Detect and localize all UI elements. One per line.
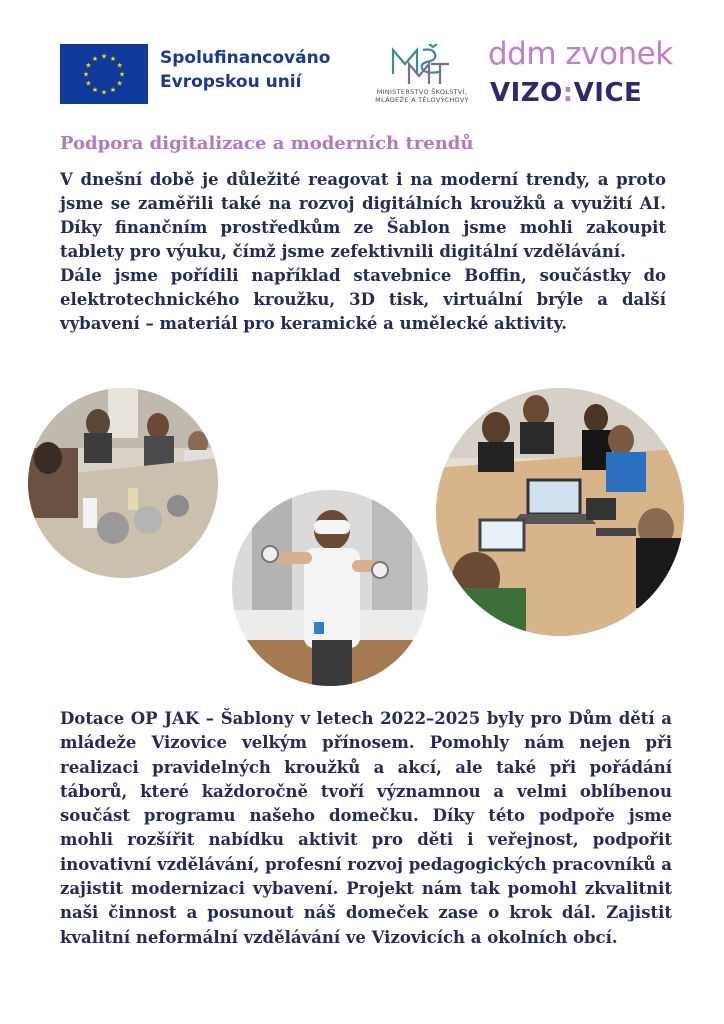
- msmt-line2: MLÁDEŽE A TĚLOVÝCHOVY: [375, 96, 469, 104]
- eu-star-icon: ★: [100, 88, 108, 97]
- ddm-zvonek-logo: ddm zvonek: [488, 36, 673, 72]
- eu-star-icon: ★: [118, 70, 126, 79]
- eu-star-icon: ★: [82, 70, 90, 79]
- outro-paragraph: Dotace OP JAK – Šablony v letech 2022–2025 byly pro Dům dětí a mládeže Vizovice velkým přínosem. Pomohly nám nejen při realizaci pravidelných kroužků a akcí, ale také při pořádání táborů, které každoročně tvoří významnou a velmi oblíbenou součást programu našeho domečku. Díky této podpoře jsme mohli rozšířit nabídku aktivit pro děti i veřejnost, podpořit inovativní vzdělávání, profesní rozvoj pedagogických pracovníků a zajistit modernizaci vybavení. Projekt nám tak pomohl zkvalitnit naši činnost a posunout náš domeček zase o krok dál. Zajistit kvalitní neformální vzdělávání ve Vizovicích a okolních obcí.: [60, 709, 672, 947]
- intro-paragraph-2: Dále jsme pořídili například stavebnice Boffin, součástky do elektrotechnického kroužku, 3D tisk, virtuální brýle a další vybavení – materiál pro keramické a umělecké aktivity.: [60, 266, 666, 333]
- eu-text-line2: Evropskou unií: [160, 72, 302, 92]
- eu-star-icon: ★: [116, 79, 123, 88]
- intro-paragraph-1: V dnešní době je důležité reagovat i na moderní trendy, a proto jsme se zaměřili také na rozvoj digitálních kroužků a využití AI. Díky finančním prostředkům ze Šablon jsme mohli zakoupit tablety pro výuku, čímž jsme zefektivnili digitální vzdělávání.: [60, 170, 666, 261]
- eu-star-icon: ★: [109, 86, 117, 95]
- eu-star-icon: ★: [85, 61, 92, 70]
- msmt-logo: [358, 44, 486, 104]
- eu-flag-icon: [60, 44, 148, 104]
- outro-text: [60, 707, 672, 950]
- eu-cofunding-text: [160, 46, 330, 94]
- intro-text: [60, 168, 666, 336]
- photo-vr-headset: [232, 490, 428, 686]
- eu-star-icon: ★: [100, 52, 108, 61]
- section-heading: Podpora digitalizace a moderních trendů: [60, 133, 474, 154]
- photo-ceramics-workshop: [28, 388, 218, 578]
- vizovice-part1: VIZO: [490, 78, 563, 108]
- eu-star-icon: ★: [109, 54, 117, 63]
- vizovice-separator: :: [562, 78, 574, 108]
- eu-star-icon: ★: [116, 61, 123, 70]
- vizovice-logo: [490, 78, 642, 108]
- eu-star-icon: ★: [85, 79, 92, 88]
- eu-text-line1: Spolufinancováno: [160, 48, 331, 68]
- eu-star-icon: ★: [91, 54, 99, 63]
- msmt-emblem-icon: [387, 44, 457, 86]
- vizovice-part2: VICE: [573, 78, 643, 108]
- msmt-line1: MINISTERSTVO ŠKOLSTVÍ,: [376, 88, 468, 96]
- eu-star-icon: ★: [91, 86, 99, 95]
- photo-tablets-class: [436, 388, 684, 636]
